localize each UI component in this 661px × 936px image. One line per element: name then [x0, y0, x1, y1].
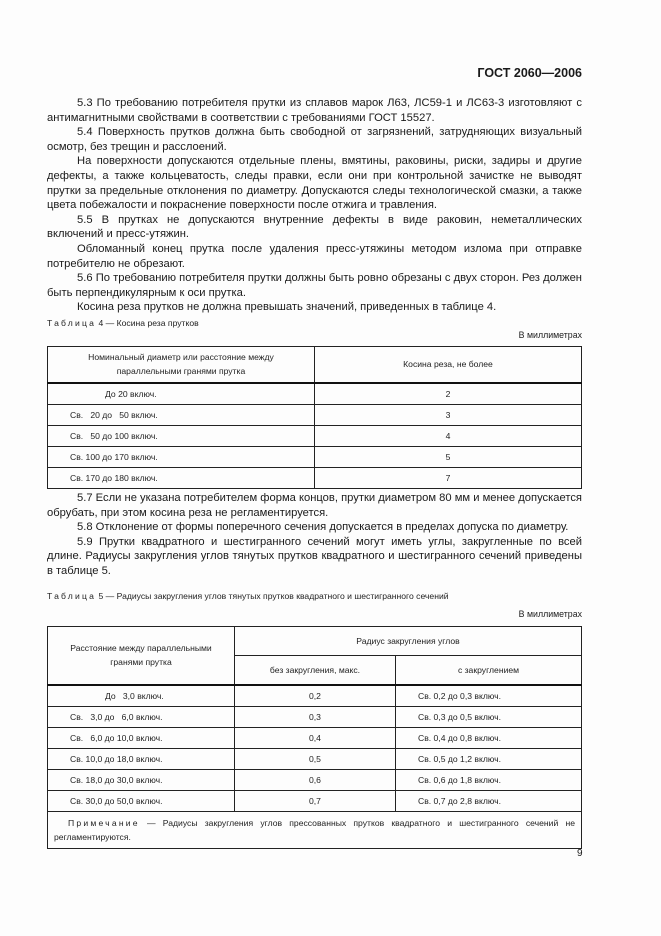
table-row: Св. 3,0 до 6,0 включ. 0,3 Св. 0,3 до 0,5 включ. [48, 706, 582, 727]
table5-unit: В миллиметрах [518, 609, 582, 619]
page-number: 9 [577, 848, 583, 859]
table4 [47, 346, 582, 489]
table5-note: Примечание — Радиусы закругления углов прессованных прутков квадратного и шестигранного сечений не регламентируются. [48, 811, 582, 848]
table-row: Св. 18,0 до 30,0 включ. 0,6 Св. 0,6 до 1,8 включ. [48, 769, 582, 790]
table-row: Св. 50 до 100 включ. 4 [48, 425, 582, 446]
document-id: ГОСТ 2060—2006 [477, 66, 582, 80]
paragraph-defects: На поверхности допускаются отдельные плены, вмятины, раковины, риски, задиры и другие дефекты, а также кольцеватость, следы правки, если они при контрольной зачистке не выводят прутки за предельные отклонения по диаметру. Допускаются следы технологической смазки, а также цвета побежалости и покраснение поверхности после отжига и травления. [47, 155, 582, 212]
table-row: Св. 10,0 до 18,0 включ. 0,5 Св. 0,5 до 1,2 включ. [48, 748, 582, 769]
paragraph-broken-end: Обломанный конец прутка после удаления пресс-утяжины методом излома при отправке потребителю не обрезают. [47, 242, 582, 270]
paragraph-5-7: 5.7 Если не указана потребителем форма концов, прутки диаметром 80 мм и менее допускается обрубать, при этом косина реза не регламентируется. [47, 492, 582, 519]
table-row: Св. 170 до 180 включ. 7 [48, 467, 582, 488]
table-row: До 3,0 включ. 0,2 Св. 0,2 до 0,3 включ. [48, 685, 582, 707]
text-block-2 [47, 491, 582, 579]
table5-header-radius: Радиус закругления углов [235, 627, 582, 656]
table-row: Св. 20 до 50 включ. 3 [48, 404, 582, 425]
paragraph-5-6: 5.6 По требованию потребителя прутки должны быть ровно обрезаны с двух сторон. Рез должен быть перпендикулярным к оси прутка. [47, 272, 582, 299]
table5-caption: Таблица 5 — Радиусы закругления углов тянутых прутков квадратного и шестигранного сечений [47, 591, 449, 601]
text-block-1 [47, 96, 582, 315]
table4-unit: В миллиметрах [518, 330, 582, 340]
table5-header-with-rounding: с закруглением [396, 656, 582, 685]
table5-header-no-rounding: без закругления, макс. [235, 656, 396, 685]
table5 [47, 626, 582, 849]
table4-caption: Таблица 4 — Косина реза прутков [47, 318, 199, 328]
table5-header-distance: Расстояние между параллельными гранями прутка [48, 627, 235, 685]
table4-header-slant: Косина реза, не более [315, 347, 582, 383]
table4-header-row [48, 347, 582, 383]
table5-note-row [48, 811, 582, 848]
paragraph-cut-slant: Косина реза прутков не должна превышать значений, приведенных в таблице 4. [77, 301, 497, 314]
paragraph-5-4: 5.4 Поверхность прутков должна быть свободной от загрязнений, затрудняющих визуальный осмотр, без трещин и расслоений. [47, 126, 582, 153]
table-row: Св. 30,0 до 50,0 включ. 0,7 Св. 0,7 до 2,8 включ. [48, 790, 582, 811]
table-row: До 20 включ. 2 [48, 383, 582, 405]
table-row: Св. 100 до 170 включ. 5 [48, 446, 582, 467]
paragraph-5-9: 5.9 Прутки квадратного и шестигранного сечений могут иметь углы, закругленные по всей длине. Радиусы закругления углов тянутых прутков квадратного и шестигранного сечений приведены в таблице 5. [47, 535, 582, 577]
table4-header-diameter: Номинальный диаметр или расстояние между параллельными гранями прутка [48, 347, 315, 383]
paragraph-5-3: 5.3 По требованию потребителя прутки из сплавов марок Л63, ЛС59-1 и ЛС63-3 изготовляют с антимагнитными свойствами в соответствии с требованиями ГОСТ 15527. [47, 97, 582, 124]
paragraph-5-8: 5.8 Отклонение от формы поперечного сечения допускается в пределах допуска по диаметру. [77, 521, 569, 534]
table-row: Св. 6,0 до 10,0 включ. 0,4 Св. 0,4 до 0,8 включ. [48, 727, 582, 748]
paragraph-5-5: 5.5 В прутках не допускаются внутренние дефекты в виде раковин, неметаллических включений и пресс-утяжин. [47, 213, 582, 241]
